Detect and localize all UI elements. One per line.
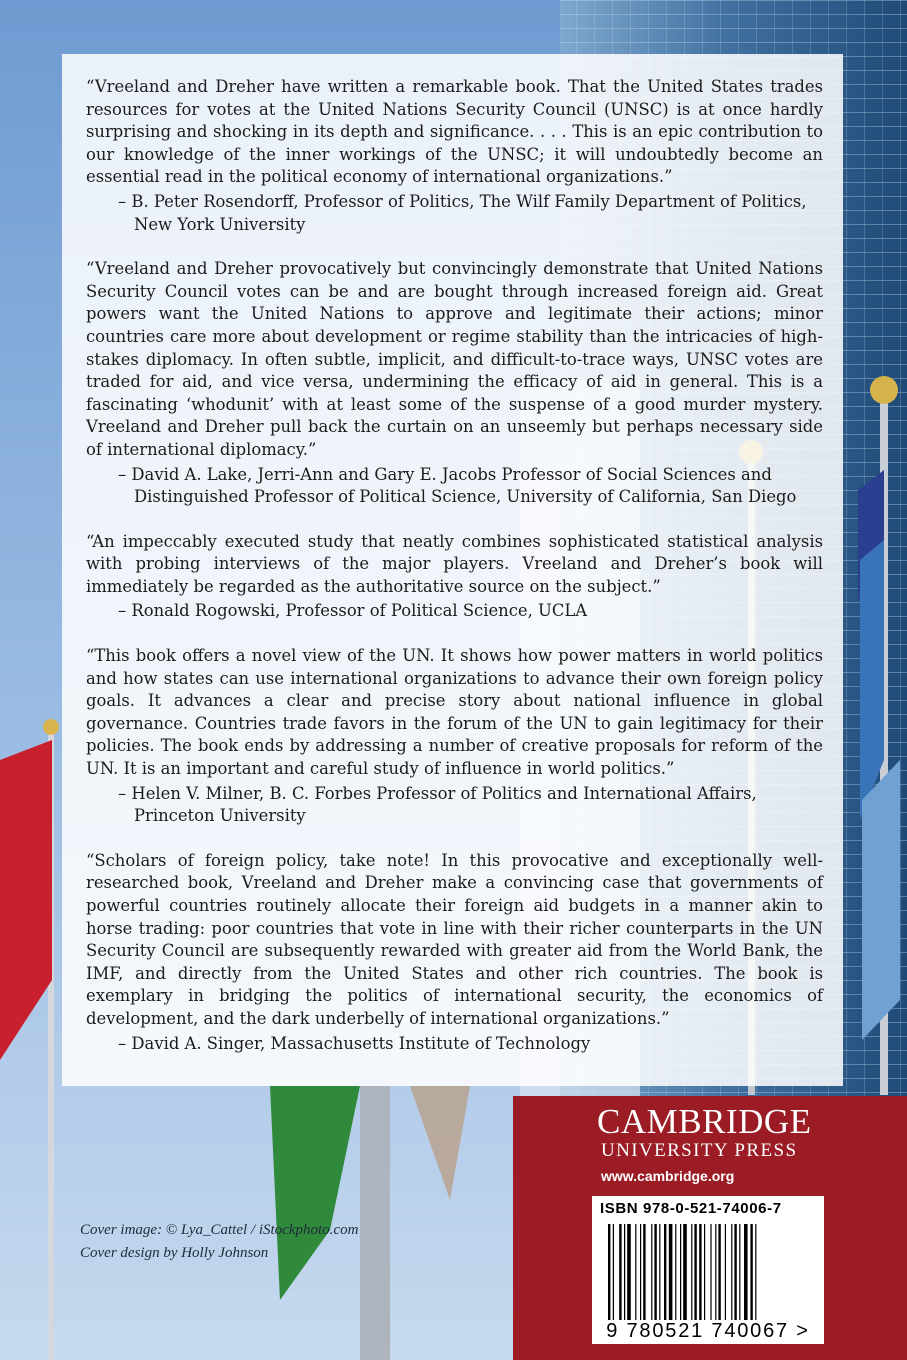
review-3 — [86, 531, 823, 623]
publisher-name: CAMBRIDGE — [597, 1102, 812, 1141]
review-text: “Vreeland and Dreher have written a remarkable book. That the United States trades resources for votes at the United Nations Security Council (UNSC) is at once hardly surprising and shocking in its depth and significance. . . . This is an epic contribution to our knowledge of the inner workings of the UNSC; it will undoubtedly become an essential read in the political economy of international organizations.” — [86, 77, 823, 187]
review-attribution: – Helen V. Milner, B. C. Forbes Professor of Politics and International Affairs, Princeton University — [118, 783, 757, 826]
publisher-subtitle: UNIVERSITY PRESS — [601, 1140, 798, 1161]
review-attribution: – Ronald Rogowski, Professor of Political Science, UCLA — [118, 601, 588, 621]
cover-credits — [80, 1219, 358, 1265]
review-attribution: – David A. Singer, Massachusetts Institute of Technology — [118, 1033, 591, 1053]
review-text: “An impeccably executed study that neatly combines sophisticated statistical analysis with probing interviews of the major players. Vreeland and Dreher’s book will immediately be regarded as the authoritative source on the subject.” — [86, 531, 823, 596]
review-text: “Vreeland and Dreher provocatively but convincingly demonstrate that United Nations Security Council votes can be and are bought through increased foreign aid. Great powers want the United Nations to approve and legitimate their actions; minor countries care more about development or regime stability than the intricacies of high-stakes diplomacy. In often subtle, implicit, and difficult-to-trace ways, UNSC votes are traded for aid, and vice versa, undermining the efficacy of aid in general. This is a fascinating ‘whodunit’ with at least some of the suspense of a good murder mystery. Vreeland and Dreher pull back the curtain on an unseemly but perhaps necessary side of international diplomacy.” — [86, 259, 823, 459]
barcode-box — [592, 1196, 824, 1344]
reviews-panel — [62, 54, 843, 1086]
review-4 — [86, 645, 823, 828]
review-2 — [86, 258, 823, 509]
cover-image-credit: Cover image: © Lya_Cattel / iStockphoto.com — [80, 1222, 359, 1238]
publisher-url: www.cambridge.org — [601, 1168, 735, 1184]
publisher-block — [513, 1096, 907, 1360]
review-attribution: – David A. Lake, Jerri-Ann and Gary E. Jacobs Professor of Social Sciences and Distinguished Professor of Political Science, University of California, San Diego — [118, 464, 797, 507]
cover-design-credit: Cover design by Holly Johnson — [80, 1245, 269, 1261]
barcode-digits: 9 780521 740067 > — [606, 1320, 810, 1342]
isbn-label: ISBN 978-0-521-74006-7 — [600, 1200, 782, 1217]
review-1 — [86, 76, 823, 236]
review-attribution: – B. Peter Rosendorff, Professor of Politics, The Wilf Family Department of Politics, New York University — [118, 191, 807, 234]
review-text: “Scholars of foreign policy, take note! In this provocative and exceptionally well-researched book, Vreeland and Dreher make a convincing case that governments of powerful countries routinely allocate their foreign aid budgets in a manner akin to horse trading: poor countries that vote in line with their richer counterparts in the UN Security Council are subsequently rewarded with greater aid from the World Bank, the IMF, and directly from the United States and other rich countries. The book is exemplary in bridging the politics of international security, the economics of development, and the dark underbelly of international organizations.” — [86, 850, 823, 1028]
review-5 — [86, 850, 823, 1055]
review-text: “This book offers a novel view of the UN. It shows how power matters in world politics and how states can use international organizations to advance their own foreign policy goals. It advances a clear and precise story about national influence in global governance. Countries trade favors in the forum of the UN to gain legitimacy for their policies. The book ends by addressing a number of creative proposals for reform of the UN. It is an important and careful study of influence in world politics.” — [86, 646, 823, 779]
barcode-icon — [606, 1224, 810, 1320]
